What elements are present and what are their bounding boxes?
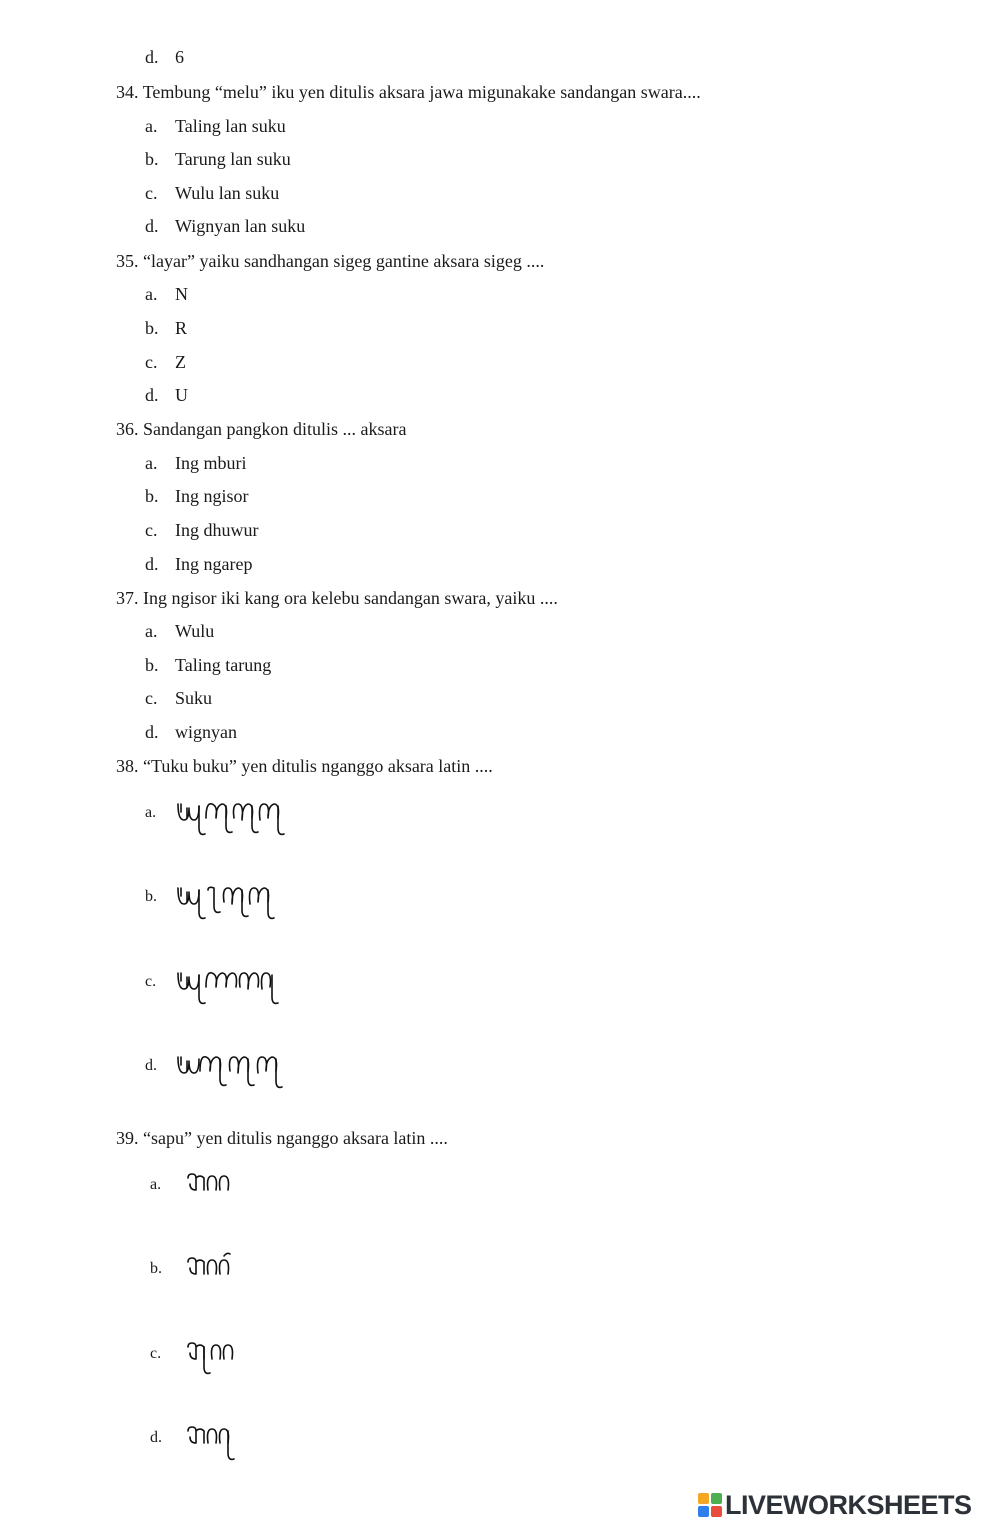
- option-letter: b.: [145, 486, 159, 506]
- option-letter: d.: [145, 47, 159, 67]
- option-letter: c.: [145, 352, 158, 372]
- question-text: Sandangan pangkon ditulis ... aksara: [143, 419, 407, 439]
- question-number: 35.: [116, 251, 139, 271]
- option-text: Suku: [175, 688, 213, 708]
- javanese-script-image: [186, 1339, 236, 1379]
- javanese-script-image: [176, 1051, 286, 1091]
- option-letter: b.: [150, 1260, 162, 1277]
- option-text: wignyan: [175, 722, 237, 742]
- option-text: Wulu: [175, 621, 215, 641]
- option-letter: a.: [145, 453, 158, 473]
- option-letter: b.: [145, 888, 157, 905]
- option-letter: a.: [145, 621, 158, 641]
- javanese-script-image: [176, 882, 276, 922]
- option-letter: b.: [145, 655, 159, 675]
- option-text: R: [175, 318, 188, 338]
- option-letter: b.: [145, 318, 159, 338]
- option-text: Taling tarung: [175, 655, 272, 675]
- javanese-script-image: [186, 1170, 236, 1200]
- option-text: Wulu lan suku: [175, 183, 280, 203]
- javanese-script-image: [186, 1423, 236, 1463]
- liveworksheets-logo: [698, 1490, 972, 1520]
- option-letter: c.: [145, 183, 158, 203]
- option-text: Tarung lan suku: [175, 149, 291, 169]
- option-letter: b.: [145, 149, 159, 169]
- option-letter: d.: [150, 1429, 162, 1446]
- option-letter: c.: [145, 688, 158, 708]
- question-number: 36.: [116, 419, 139, 439]
- option-letter: d.: [145, 385, 159, 405]
- option-letter: a.: [145, 284, 158, 304]
- option-letter: d.: [145, 1057, 157, 1074]
- question-text: “Tuku buku” yen ditulis nganggo aksara latin ....: [143, 756, 493, 776]
- brand-name: LIVEWORKSHEETS: [725, 1489, 972, 1520]
- option-text: N: [175, 284, 188, 304]
- question-text: “sapu” yen ditulis nganggo aksara latin ....: [143, 1128, 448, 1148]
- liveworksheets-mark-icon: [698, 1493, 722, 1517]
- question-text: Ing ngisor iki kang ora kelebu sandangan swara, yaiku ....: [143, 588, 558, 608]
- option-text: Z: [175, 352, 186, 372]
- option-letter: c.: [145, 520, 158, 540]
- question-text: Tembung “melu” iku yen ditulis aksara jawa migunakake sandangan swara....: [142, 82, 701, 102]
- question-34: [116, 81, 701, 103]
- option-text: U: [175, 385, 188, 405]
- option-text: 6: [175, 47, 184, 67]
- question-39: [116, 1127, 448, 1149]
- question-text: “layar” yaiku sandhangan sigeg gantine aksara sigeg ....: [143, 251, 545, 271]
- option-letter: d.: [145, 722, 159, 742]
- option-letter: d.: [145, 554, 159, 574]
- option-letter: c.: [145, 973, 157, 990]
- option-text: Taling lan suku: [175, 116, 286, 136]
- option-letter: a.: [150, 1176, 162, 1193]
- option-text: Ing dhuwur: [175, 520, 259, 540]
- option-letter: a.: [145, 804, 157, 821]
- javanese-script-image: [176, 798, 286, 838]
- question-number: 38.: [116, 756, 139, 776]
- question-number: 39.: [116, 1128, 139, 1148]
- javanese-script-image: [186, 1250, 236, 1284]
- question-37: [116, 587, 558, 609]
- question-number: 37.: [116, 588, 139, 608]
- option-text: Wignyan lan suku: [175, 216, 306, 236]
- option-letter: a.: [145, 116, 158, 136]
- option-text: Ing ngarep: [175, 554, 253, 574]
- option-text: Ing mburi: [175, 453, 247, 473]
- question-35: [116, 250, 544, 272]
- question-number: 34.: [116, 82, 139, 102]
- option-letter: d.: [145, 216, 159, 236]
- question-36: [116, 418, 406, 440]
- question-38: [116, 755, 493, 777]
- javanese-script-image: [176, 967, 281, 1007]
- option-letter: c.: [150, 1345, 162, 1362]
- option-text: Ing ngisor: [175, 486, 249, 506]
